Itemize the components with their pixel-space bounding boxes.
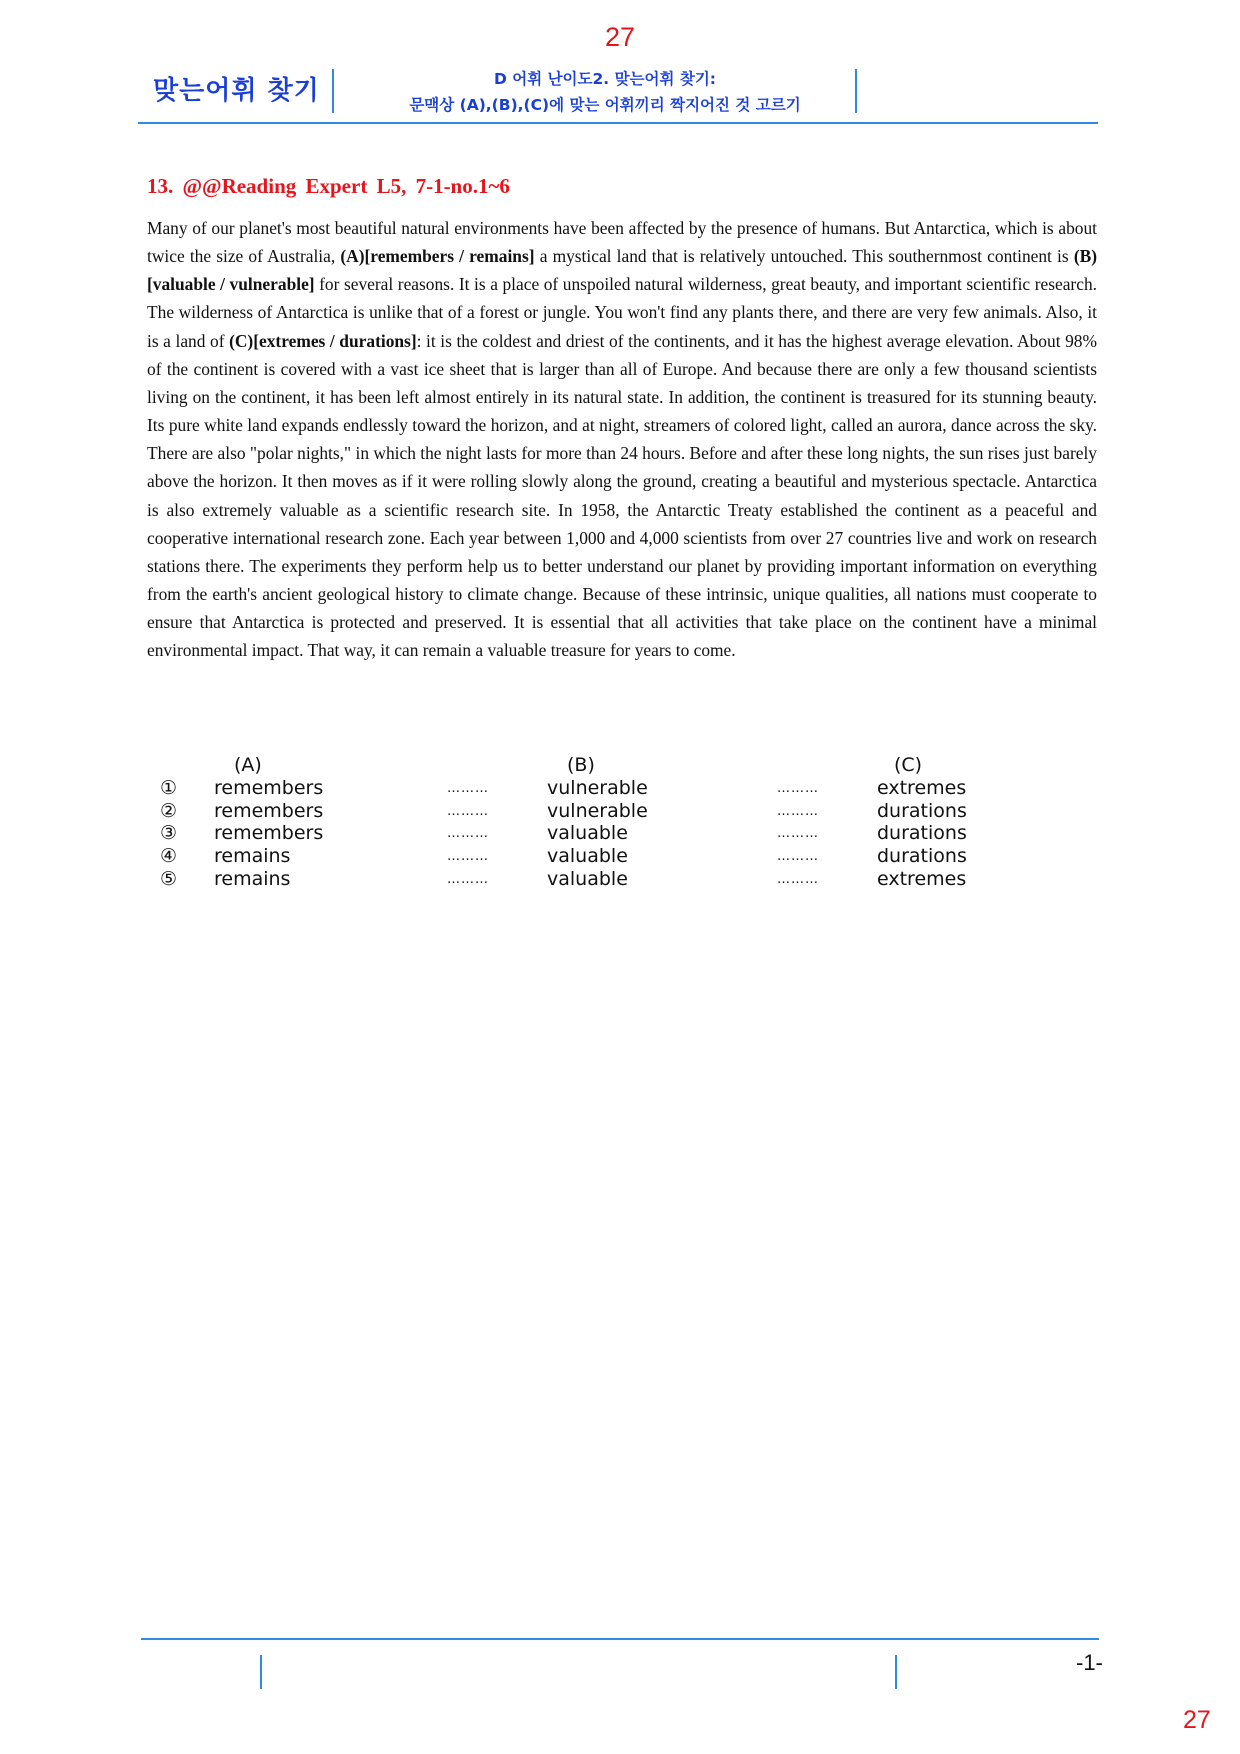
option-c-word: durations [877, 799, 967, 822]
option-b-word: vulnerable [547, 776, 648, 799]
option-a-word: remains [214, 845, 291, 868]
dot-leader: ……… [447, 849, 489, 865]
top-page-number: 27 [604, 22, 636, 52]
option-c-word: extremes [877, 776, 967, 799]
option-a-word: remembers [214, 776, 324, 799]
footer-divider-left [260, 1655, 262, 1689]
footer-page-number: -1- [1076, 1650, 1103, 1675]
blank-c: (C)[extremes / durations] [229, 330, 417, 351]
option-b-word: valuable [547, 822, 628, 845]
option-number: ⑤ [160, 867, 178, 890]
corner-page-number: 27 [1183, 1706, 1211, 1734]
subtitle-line-1: D 어휘 난이도2. 맞는어휘 찾기: [493, 70, 717, 88]
option-4[interactable] [147, 845, 997, 868]
dot-leader: ……… [447, 803, 489, 819]
reading-passage [147, 214, 1097, 665]
blank-b: (B)[valuable / vulnerable] [147, 246, 1097, 295]
option-number: ③ [160, 822, 178, 845]
passage-text: a mystical land that is relatively untouched. This southernmost continent is [534, 246, 1074, 267]
option-2[interactable] [147, 800, 997, 823]
passage-text: Many of our planet's most beautiful natural environments have been affected by the presence of humans. But Antarctica, which is about twice the size of Australia, [147, 218, 1097, 267]
header-rule [138, 122, 1098, 124]
option-a-word: remembers [214, 822, 324, 845]
dot-leader: ……… [777, 826, 819, 842]
answer-options [147, 754, 997, 891]
section-title: 맞는어휘 찾기 [153, 76, 320, 106]
dot-leader: ……… [777, 780, 819, 796]
header-divider-right [855, 69, 857, 113]
subtitle-line-2: 문맥상 (A),(B),(C)에 맞는 어휘끼리 짝지어진 것 고르기 [409, 96, 801, 114]
option-b-word: valuable [547, 845, 628, 868]
header-divider-left [332, 69, 334, 113]
passage-text: : it is the coldest and driest of the continents, and it has the highest average elevation. About 98% of the continent is covered with a vast ice sheet that is larger than all of Europe. And because there are only a few thousand scientists living on the continent, it has been left almost entirely in its natural state. In addition, the continent is treasured for its stunning beauty. Its pure white land expands endlessly toward the horizon, and at night, streamers of colored light, called an aurora, dance across the sky. There are also "polar nights," in which the night lasts for more than 24 hours. Before and after these long nights, the sun rises just barely above the horizon. It then moves as if it were rolling slowly along the ground, creating a beautiful and mysterious spectacle. Antarctica is also extremely valuable as a scientific research site. In 1958, the Antarctic Treaty established the continent as a peaceful and cooperative international research zone. Each year between 1,000 and 4,000 scientists from over 27 countries live and work on research stations there. The experiments they perform help us to better understand our planet by providing important information on everything from the earth's ancient geological history to climate change. Because of these intrinsic, unique qualities, all nations must cooperate to ensure that Antarctica is protected and preserved. It is essential that all activities that take place on the continent have a minimal environmental impact. That way, it can remain a valuable treasure for years to come. [147, 330, 1097, 661]
option-1[interactable] [147, 777, 997, 800]
option-number: ④ [160, 845, 178, 868]
option-5[interactable] [147, 868, 997, 891]
dot-leader: ……… [777, 803, 819, 819]
option-b-word: valuable [547, 867, 628, 890]
option-number: ② [160, 799, 178, 822]
dot-leader: ……… [447, 826, 489, 842]
column-header-b: (B) [567, 754, 595, 776]
dot-leader: ……… [777, 871, 819, 887]
option-c-word: durations [877, 822, 967, 845]
option-a-word: remembers [214, 799, 324, 822]
dot-leader: ……… [447, 871, 489, 887]
question-title: 13. @@Reading Expert L5, 7-1-no.1~6 [147, 174, 510, 198]
dot-leader: ……… [447, 780, 489, 796]
option-3[interactable] [147, 822, 997, 845]
option-b-word: vulnerable [547, 799, 648, 822]
column-header-c: (C) [894, 754, 923, 776]
section-subtitle [345, 66, 865, 118]
dot-leader: ……… [777, 849, 819, 865]
option-a-word: remains [214, 867, 291, 890]
passage-text: for several reasons. It is a place of unspoiled natural wilderness, great beauty, and important scientific research. The wilderness of Antarctica is unlike that of a forest or jungle. You won't find any plants there, and there are very few animals. Also, it is a land of [147, 274, 1097, 351]
footer-rule [141, 1638, 1099, 1640]
option-number: ① [160, 776, 178, 799]
column-header-a: (A) [234, 754, 262, 776]
options-header [147, 754, 997, 777]
blank-a: (A)[remembers / remains] [340, 246, 535, 267]
option-c-word: extremes [877, 867, 967, 890]
option-c-word: durations [877, 845, 967, 868]
footer-divider-right [895, 1655, 897, 1689]
